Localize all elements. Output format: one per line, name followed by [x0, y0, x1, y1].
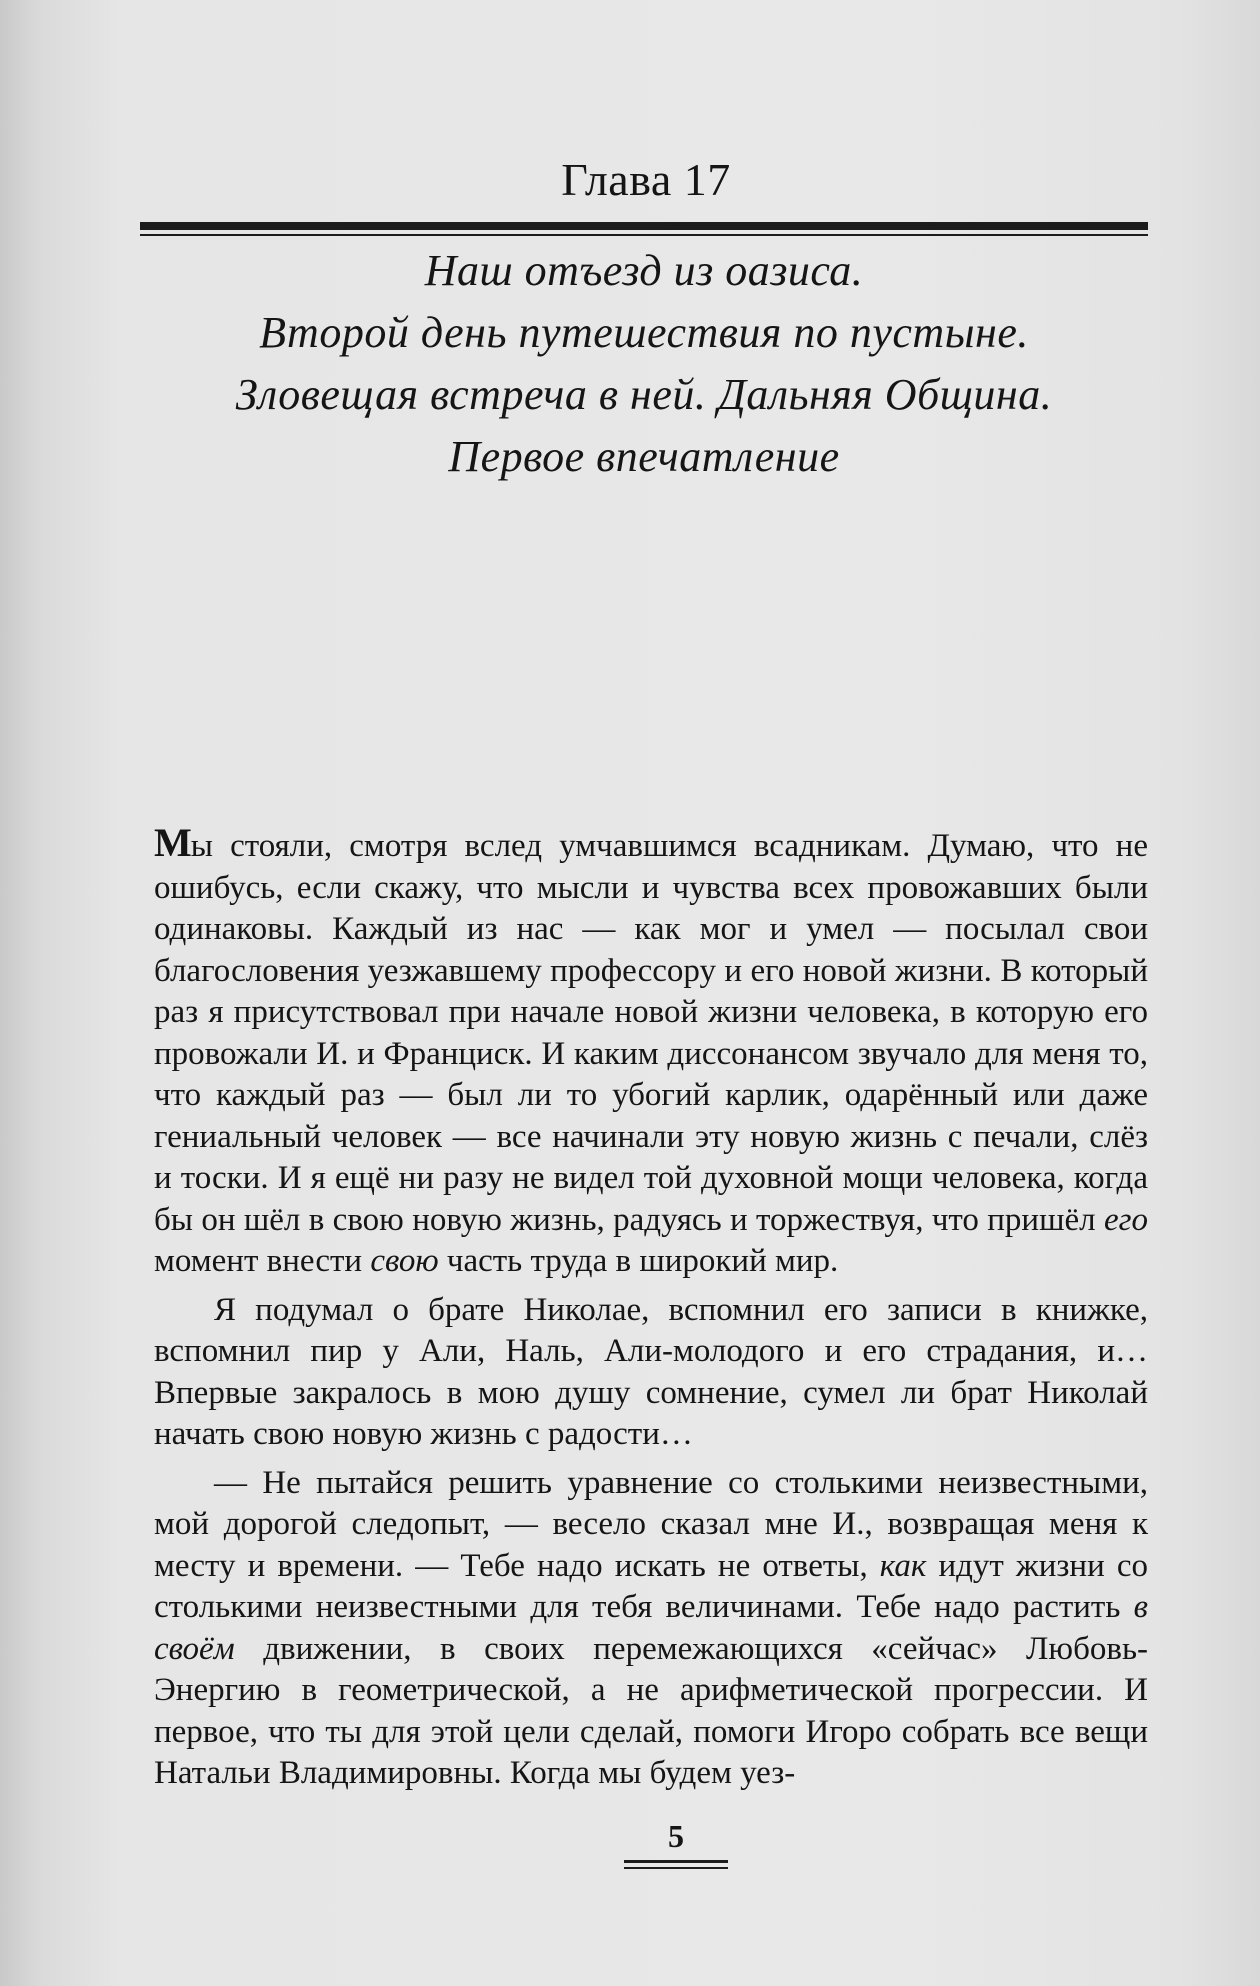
footer-rule: [624, 1867, 728, 1869]
paragraph-1-text: ы стояли, смотря вслед умчавшимся всадникам. Думаю, что не ошибусь, если скажу, что мысли и чувства всех провожавших были одинаковы. Каждый из нас — как мог и умел — посылал свои благословения уезжавшему профессору и его новой жизни. В который раз я присутствовал при начале новой жизни человека, в которую его провожали И. и Франциск. И каким диссонансом звучало для меня то, что каждый раз — был ли то убогий карлик, одарённый или даже гениальный человек — все начинали эту новую жизнь с печали, слёз и тоски. И я ещё ни разу не видел той духовной мощи человека, когда бы он шёл в свою новую жизнь, радуясь и торжествуя, что пришёл: [154, 828, 1148, 1238]
header-rule-thin: [140, 234, 1148, 236]
chapter-header: [140, 150, 1148, 236]
emphasis: как: [879, 1547, 927, 1584]
paragraph-3-a: — Не пытайся решить уравнение со столькими неизвестными, мой дорогой следопыт, — весело сказал мне И., возвращая меня к месту и времени. — Тебе надо искать не ответы,: [154, 1464, 1148, 1584]
subtitle-line: Зловещая встреча в ней. Дальняя Община.: [235, 370, 1053, 419]
paragraph-2: Я подумал о брате Николае, вспомнил его записи в книжке, вспомнил пир у Али, Наль, Али-молодого и его страдания, и… Впервые закралось в мою душу сомнение, сумел ли брат Николай начать свою новую жизнь с радости…: [154, 1291, 1148, 1452]
paragraph-3: [154, 1463, 1148, 1795]
paragraph-1: [154, 822, 1148, 1283]
emphasis: свою: [370, 1243, 439, 1279]
chapter-title: Глава 17: [561, 154, 731, 205]
body-text: [154, 822, 1148, 1795]
emphasis: в своём: [154, 1589, 1148, 1667]
subtitle-line: Первое впечатление: [448, 432, 840, 481]
subtitle-line: Второй день путешествия по пустыне.: [259, 308, 1029, 357]
paragraph-3-c: движении, в своих перемежающихся «сейчас» Любовь-Энергию в геометрической, а не арифметической прогрессии. И первое, что ты для этой цели сделай, помоги Игоро собрать все вещи Натальи Владимировны. Когда мы будем уез-: [154, 1630, 1148, 1791]
paragraph-1-end: часть труда в широкий мир.: [438, 1243, 839, 1279]
header-rule-thick: [140, 222, 1148, 230]
page-footer: [624, 1816, 728, 1869]
paragraph-3-b: идут жизни со столькими неизвестными для тебя величинами. Тебе надо растить: [154, 1547, 1148, 1625]
emphasis: его: [1103, 1201, 1148, 1238]
dropcap: М: [154, 820, 191, 865]
paragraph-1-mid: момент внести: [154, 1243, 371, 1279]
chapter-subtitle: [120, 240, 1168, 488]
footer-rule: [624, 1860, 728, 1863]
page-number: 5: [668, 1818, 684, 1854]
subtitle-line: Наш отъезд из оазиса.: [424, 246, 864, 295]
